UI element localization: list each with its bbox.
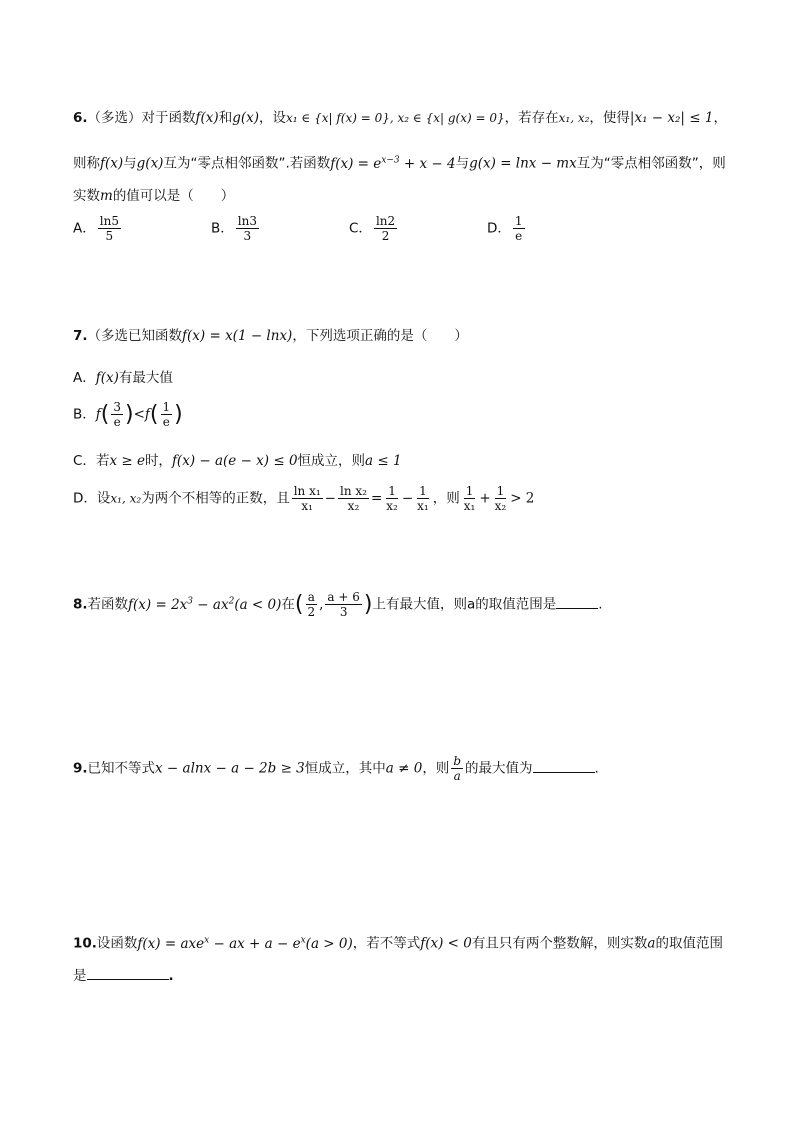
q10-line-1: 10.设函数f(x) = axe$^x$ − ax + $a - e^x(a > 0)$，若不等式f(x) < 0有且只有两个整数解，则实数a的取值范围 (73, 935, 723, 952)
q9-answer-blank[interactable] (533, 760, 595, 773)
q6-option-b[interactable]: B． $\frac{\ln 3}{3}$ (211, 214, 257, 243)
q7-stem (73, 326, 468, 346)
q6-option-c[interactable]: C． $\frac{\ln 2}{2}$ (349, 214, 396, 243)
q8-line: 8.若函数$f(x) = 2x^3 - ax^2(a < 0)$在( $\frac{a}{2}$ , $\frac{a + 6}{3}$ )上有最大值，则a的取值范围是 . (73, 590, 603, 619)
q8-number: 8. (73, 596, 88, 613)
q6-text: 互为“零点相邻函数”.若函数 (163, 155, 331, 172)
q9-ineq: x − alnx − a − 2b ≥ 3 (155, 760, 305, 777)
q7-option-d[interactable]: D．设x₁, x₂为两个不相等的正数，且 $\frac{\text{ln x₁}}{\text{x₁}}$ − $\frac{\text{ln x₂}}{\text{x₂}}$ = $\frac{1}{\text{x₂}}$ − $\frac{1}{\text{x₁}}$ ，则 $\frac{1}{\text{x₁}}$ + $\frac{1}{\text{x₂}}$ > 2 (73, 484, 535, 513)
q6-line-3 (73, 186, 234, 206)
q6-gx: g(x) (136, 155, 164, 172)
q6-text: 和 (218, 110, 233, 126)
q7-option-b[interactable]: B．f( $\frac{3}{e}$ )<f( $\frac{1}{e}$ ) (73, 400, 183, 429)
q6-text: 的值可以是（ ） (112, 188, 235, 204)
q6-g-def: g(x) = lnx − mx (469, 155, 577, 172)
q6-text: ，使得 (589, 110, 630, 126)
q6-tag: （多选） (87, 110, 142, 126)
q6-number: 6. (73, 110, 88, 126)
q6-option-a[interactable]: A． $\frac{\ln 5}{5}$ (73, 214, 119, 243)
q10-answer-blank[interactable] (87, 967, 169, 980)
q6-ineq: |x₁ − x₂| ≤ 1 (629, 110, 714, 126)
q6-fx: f(x) (100, 155, 124, 172)
q6-text: 与 (123, 155, 137, 172)
q6-m: m (100, 188, 113, 204)
q10-number: 10. (73, 935, 97, 952)
q10-line-2: 是 . (73, 968, 174, 984)
q6-text: ， (713, 110, 727, 126)
q8-answer-blank[interactable] (556, 596, 598, 609)
q6-text: 实数 (73, 188, 100, 204)
q6-fx: f(x) (195, 110, 219, 126)
q7-text: ，下列选项正确的是（ ） (292, 328, 468, 344)
q8-func: $f(x) = 2x^3 - ax^2(a < 0)$ (128, 596, 282, 613)
q6-x1x2: x₁, x₂ (558, 111, 590, 125)
q7-text: （多选已知函数 (87, 328, 183, 344)
q6-line-2 (73, 150, 726, 174)
q7-option-c[interactable]: C．若x ≥ e时，f(x) − a(e − x) ≤ 0恒成立，则a ≤ 1 (73, 453, 402, 469)
q6-sets: x₁ ∈ {x| f(x) = 0}, x₂ ∈ {x| g(x) = 0} (285, 111, 505, 125)
q6-text: ，若存在 (504, 110, 559, 126)
q7-func: f(x) = x(1 − lnx) (182, 328, 293, 344)
q6-option-d[interactable]: D． $\frac{1}{e}$ (487, 214, 523, 243)
q6-text: 与 (455, 155, 470, 172)
q6-gx: g(x) (232, 110, 259, 126)
q6-text: 互为“零点相邻函数”，则 (576, 155, 726, 172)
q7-number: 7. (73, 328, 88, 344)
q10-func: f(x) = axe$^x$ − ax + $a - e^x(a > 0)$ (137, 935, 353, 952)
q9-number: 9. (73, 760, 88, 777)
q7-option-a[interactable]: A．f(x)有最大值 (73, 370, 173, 386)
q6-text: 对于函数 (141, 110, 196, 126)
q6-text: ，设 (258, 110, 286, 126)
q9-line: 9.已知不等式x − alnx − a − 2b ≥ 3恒成立，其中a ≠ 0，则 $\frac{b}{a}$ 的最大值为 . (73, 754, 599, 783)
q6-line-1 (73, 108, 727, 128)
q6-f-def: $f(x) = e^{x-3} + x - 4$ (330, 155, 456, 172)
q6-text: 则称 (73, 155, 100, 172)
